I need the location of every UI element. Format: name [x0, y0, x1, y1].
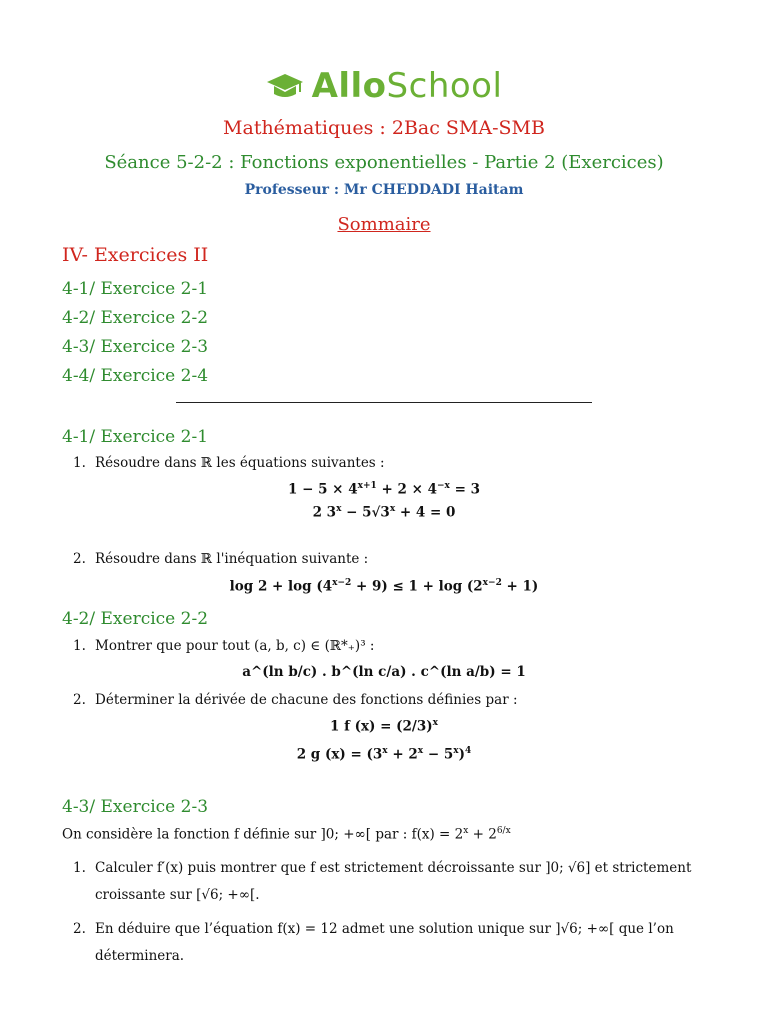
- course-title: Mathématiques : 2Bac SMA-SMB: [223, 117, 545, 139]
- ex2-q1: 1. Montrer que pour tout (a, b, c) ∈ (ℝ*₊)³ :: [73, 638, 375, 654]
- ex1-title: 4-1/ Exercice 2-1: [62, 427, 209, 447]
- summary-item-2[interactable]: 4-2/ Exercice 2-2: [62, 308, 209, 328]
- ex3-q2: 2. En déduire que l’équation f(x) = 12 admet une solution unique sur ]√6; +∞[ que l’on: [73, 921, 674, 937]
- ex1-eq2: 2 $3^x - 5√3^x + 4 = 0$: [312, 504, 456, 521]
- ex2-identity: a^(ln b/c) . b^(ln c/a) . c^(ln a/b) = 1: [242, 664, 526, 680]
- ex1-q1: 1. Résoudre dans ℝ les équations suivantes :: [73, 455, 385, 471]
- logo-text: AlloSchool: [311, 66, 503, 106]
- summary-section[interactable]: IV- Exercices II: [62, 244, 209, 266]
- ex3-q1-continued: croissante sur [√6; +∞[.: [95, 887, 260, 903]
- alloschool-logo: [0, 66, 768, 106]
- ex2-f2: 2 g $(x) = (3^x + 2^x - 5^x)^4$: [296, 746, 472, 763]
- session-title: Séance 5-2-2 : Fonctions exponentielles - Partie 2 (Exercices): [104, 152, 664, 173]
- ex1-eq1: $1 - 5 \times 4^{x+1} + 2 \times 4^{-x} = 3$: [287, 481, 481, 498]
- summary-item-4[interactable]: 4-4/ Exercice 2-4: [62, 366, 209, 386]
- ex1-q2: 2. Résoudre dans ℝ l'inéquation suivante :: [73, 551, 369, 567]
- ex3-q1: 1. Calculer f′(x) puis montrer que f est strictement décroissante sur ]0; √6] et strictement: [73, 860, 692, 876]
- ex3-title: 4-3/ Exercice 2-3: [62, 797, 209, 817]
- ex1-inequation: $\log 2 + \log (4^{x-2} + 9) \le 1 + \log (2^{x-2} + 1)$: [229, 578, 539, 595]
- summary-item-1[interactable]: 4-1/ Exercice 2-1: [62, 279, 209, 299]
- ex2-title: 4-2/ Exercice 2-2: [62, 609, 209, 629]
- summary-title[interactable]: Sommaire: [337, 214, 431, 235]
- professor-name: Professeur : Mr CHEDDADI Haitam: [244, 182, 524, 198]
- ex2-f1: 1 f $(x) = (2/3)^x$: [329, 718, 438, 735]
- summary-item-3[interactable]: 4-3/ Exercice 2-3: [62, 337, 209, 357]
- ex2-q2: 2. Déterminer la dérivée de chacune des fonctions définies par :: [73, 692, 518, 708]
- ex3-q2-continued: déterminera.: [95, 948, 185, 964]
- ex3-intro: On considère la fonction f définie sur ]0; +∞[ par : $f(x) = 2^x + 2^{6/x}$: [62, 826, 511, 843]
- divider: [176, 402, 592, 403]
- graduation-cap-icon: [266, 71, 304, 101]
